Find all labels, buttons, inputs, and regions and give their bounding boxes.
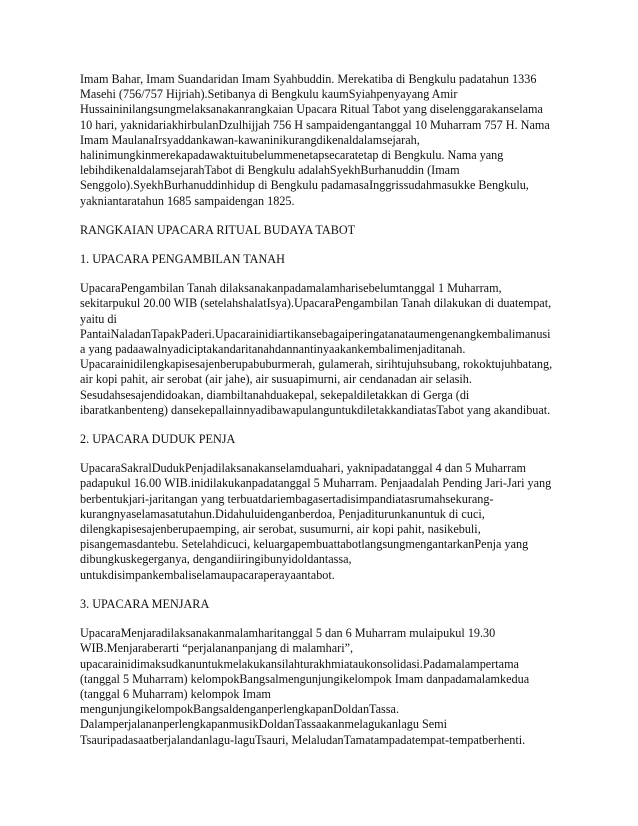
text-line: Upacarainidilengkapisesajenberupabuburmerah, gulamerah, sirihtujuhsubang, rokoktujuhbatang, xyxy=(80,357,553,372)
section-heading-menjara: 3. UPACARA MENJARA xyxy=(80,596,210,611)
text-line: upacarainidimaksudkanuntukmelakukansilahturakhmiataukonsolidasi.Padamalampertama xyxy=(80,656,519,671)
text-line: untukdisimpankembaliselamaupacaraperayaantabot. xyxy=(80,567,335,582)
text-line: (tanggal 6 Muharram) kelompok Imam xyxy=(80,686,271,701)
text-line: mengunjungikelompokBangsaldenganperlengkapanDoldanTassa. xyxy=(80,702,399,717)
text-line: air kopi pahit, air serobat (air jahe), air susuapimurni, air cendanadan air selasih. xyxy=(80,372,472,387)
text-line: Senggolo).SyekhBurhanuddinhidup di Bengkulu padamasaInggrissudahmasukke Bengkulu, xyxy=(80,178,529,193)
text-line: Tsauripadasaatberjalandanlagu-laguTsauri, MelaludanTamatampadatempat-tempatberhenti. xyxy=(80,732,526,747)
text-line: ibaratkanbenteng) dansekepallainnyadibawapulanguntukdiletakkandiatasTabot yang akandibuat. xyxy=(80,402,551,417)
text-line: Imam MaulanaIrsyaddankawan-kawaninikurangdikenaldalamsejarah, xyxy=(80,132,420,147)
text-line: 10 hari, yaknidariakhirbulanDzulhijjah 756 H sampaidengantanggal 10 Muharram 757 H. Nama xyxy=(80,117,550,132)
text-line: Sesudahsesajendidoakan, diambiltanahduakepal, sekepaldiletakkan di Gerga (di xyxy=(80,387,470,402)
section-paragraph-pengambilan-tanah xyxy=(80,281,570,418)
text-line: berbentukjari-jaritangan yang terbuatdariembagasertadisimpandiatasrumahsekurang- xyxy=(80,491,494,506)
text-line: UpacaraPengambilan Tanah dilaksanakanpadamalamharisebelumtanggal 1 Muharram, xyxy=(80,281,502,296)
text-line: yakniantaratahun 1685 sampaidengan 1825. xyxy=(80,193,295,208)
document-page xyxy=(80,72,570,762)
text-line: Hussaininilangsungmelaksanakanrangkaian Upacara Ritual Tabot yang diselenggarakanselama xyxy=(80,102,543,117)
text-line: DalamperjalananperlengkapanmusikDoldanTassaakanmelagukanlagu Semi xyxy=(80,717,448,732)
text-line: Imam Bahar, Imam Suandaridan Imam Syahbuddin. Merekatiba di Bengkulu padatahun 1336 xyxy=(80,72,537,86)
section-heading-duduk-penja: 2. UPACARA DUDUK PENJA xyxy=(80,432,236,447)
text-line: Masehi (756/757 Hijriah).Setibanya di Bengkulu kaumSyiahpenyayang Amir xyxy=(80,87,458,102)
text-line: kurangnyaselamasatutahun.Didahuluidenganberdoa, Penjaditurunkanuntuk di cuci, xyxy=(80,506,485,521)
text-line: yaitu di xyxy=(80,311,117,326)
section-paragraph-duduk-penja xyxy=(80,461,570,583)
text-line: UpacaraSakralDudukPenjadilaksanakanselamduahari, yaknipadatanggal 4 dan 5 Muharram xyxy=(80,461,527,476)
section-paragraph-menjara xyxy=(80,626,570,748)
main-heading: RANGKAIAN UPACARA RITUAL BUDAYA TABOT xyxy=(80,222,356,237)
text-line: padapukul 16.00 WIB.inidilakukanpadatanggal 5 Muharram. Penjaadalah Pending Jari-Jari yang xyxy=(80,476,552,491)
intro-paragraph xyxy=(80,72,570,209)
text-line: lebihdikenaldalamsejarahTabot di Bengkulu adalahSyekhBurhanuddin (Imam xyxy=(80,163,460,178)
text-line: (tanggal 5 Muharram) kelompokBangsalmengunjungikelompok Imam danpadamalamkedua xyxy=(80,671,530,686)
text-line: pisangemasdantebu. Setelahdicuci, keluargapembuattabotlangsungmengantarkanPenja yang xyxy=(80,537,529,552)
text-line: PantaiNaladanTapakPaderi.Upacarainidiartikansebagaiperingatanataumengenangkembalimanusi xyxy=(80,326,551,341)
text-line: sekitarpukul 20.00 WIB (setelahshalatIsya).UpacaraPengambilan Tanah dilakukan di duatempat, xyxy=(80,296,552,311)
text-line: dibungkuskegerganya, dengandiiringibunyidoldantassa, xyxy=(80,552,352,567)
text-line: a yang padaawalnyadiciptakandaritanahdannantinyaakankembalimenjaditanah. xyxy=(80,342,466,357)
text-line: halinimungkinmerekapadawaktuitubelummenetapsecaratetap di Bengkulu. Nama yang xyxy=(80,148,504,163)
section-heading-pengambilan-tanah: 1. UPACARA PENGAMBILAN TANAH xyxy=(80,252,285,267)
text-line: WIB.Menjaraberarti “perjalananpanjang di malamhari”, xyxy=(80,641,354,656)
text-line: UpacaraMenjaradilaksanakanmalamharitanggal 5 dan 6 Muharram mulaipukul 19.30 xyxy=(80,626,496,641)
text-line: dilengkapisesajenberupaemping, air serobat, susumurni, air kopi pahit, nasikebuli, xyxy=(80,522,481,537)
